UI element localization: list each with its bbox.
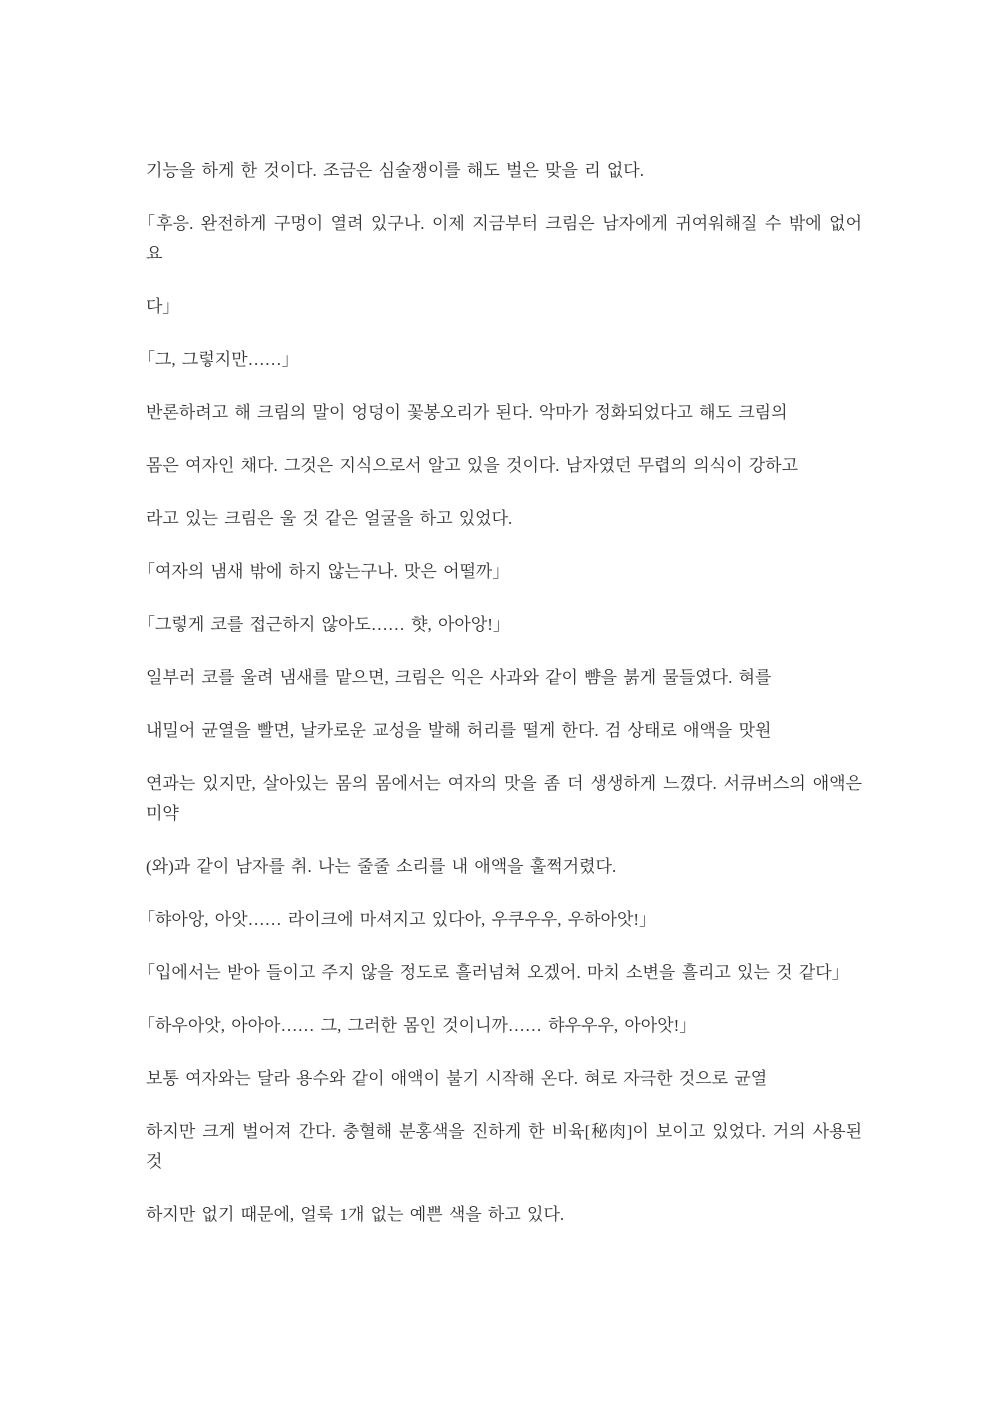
- paragraph: 보통 여자와는 달라 용수와 같이 애액이 불기 시작해 온다. 혀로 자극한 것으로 균열: [146, 1069, 768, 1088]
- paragraph: (와)과 같이 남자를 취. 나는 줄줄 소리를 내 애액을 훌쩍거렸다.: [146, 857, 617, 876]
- paragraph-quote: 「햐아앙, 아앗…… 라이크에 마셔지고 있다아, 우쿠우우, 우하아앗!」: [138, 910, 657, 929]
- paragraph: 반론하려고 해 크림의 말이 엉덩이 꽃봉오리가 된다. 악마가 정화되었다고 해도 크림의: [146, 403, 788, 422]
- paragraph: 하지만 크게 벌어져 간다. 충혈해 분홍색을 진하게 한 비육[秘肉]이 보이고 있었다. 거의 사용된 것: [146, 1122, 862, 1171]
- paragraph: 몸은 여자인 채다. 그것은 지식으로서 알고 있을 것이다. 남자였던 무렵의 의식이 강하고: [146, 456, 799, 475]
- paragraph-quote: 「여자의 냄새 밖에 하지 않는구나. 맛은 어떨까」: [138, 562, 510, 581]
- paragraph: 연과는 있지만, 살아있는 몸의 몸에서는 여자의 맛을 좀 더 생생하게 느꼈다. 서큐버스의 애액은 미약: [146, 774, 862, 823]
- paragraph-quote: 「그렇게 코를 접근하지 않아도…… 햣, 아아앙!」: [138, 615, 510, 634]
- paragraph-quote: 「입에서는 받아 들이고 주지 않을 정도로 흘러넘쳐 오겠어. 마치 소변을 흘리고 있는 것 같다」: [138, 963, 849, 982]
- paragraph-quote: 「후응. 완전하게 구멍이 열려 있구나. 이제 지금부터 크림은 남자에게 귀여워해질 수 밖에 없어요: [138, 214, 862, 263]
- paragraph-quote: 「그, 그렇지만……」: [138, 350, 299, 369]
- paragraph: 내밀어 균열을 빨면, 날카로운 교성을 발해 허리를 떨게 한다. 검 상태로 애액을 맛원: [146, 721, 772, 740]
- paragraph-quote: 「하우아앗, 아아아…… 그, 그러한 몸인 것이니까…… 햐우우우, 아아앗!」: [138, 1016, 697, 1035]
- document-body-text: [138, 156, 862, 1230]
- paragraph: 기능을 하게 한 것이다. 조금은 심술쟁이를 해도 벌은 맞을 리 없다.: [146, 161, 644, 180]
- paragraph: 일부러 코를 울려 냄새를 맡으면, 크림은 익은 사과와 같이 뺨을 붉게 물들였다. 혀를: [146, 668, 772, 687]
- paragraph: 다」: [146, 297, 180, 316]
- paragraph: 라고 있는 크림은 울 것 같은 얼굴을 하고 있었다.: [146, 509, 513, 528]
- paragraph: 하지만 없기 때문에, 얼룩 1개 없는 예쁜 색을 하고 있다.: [146, 1205, 565, 1224]
